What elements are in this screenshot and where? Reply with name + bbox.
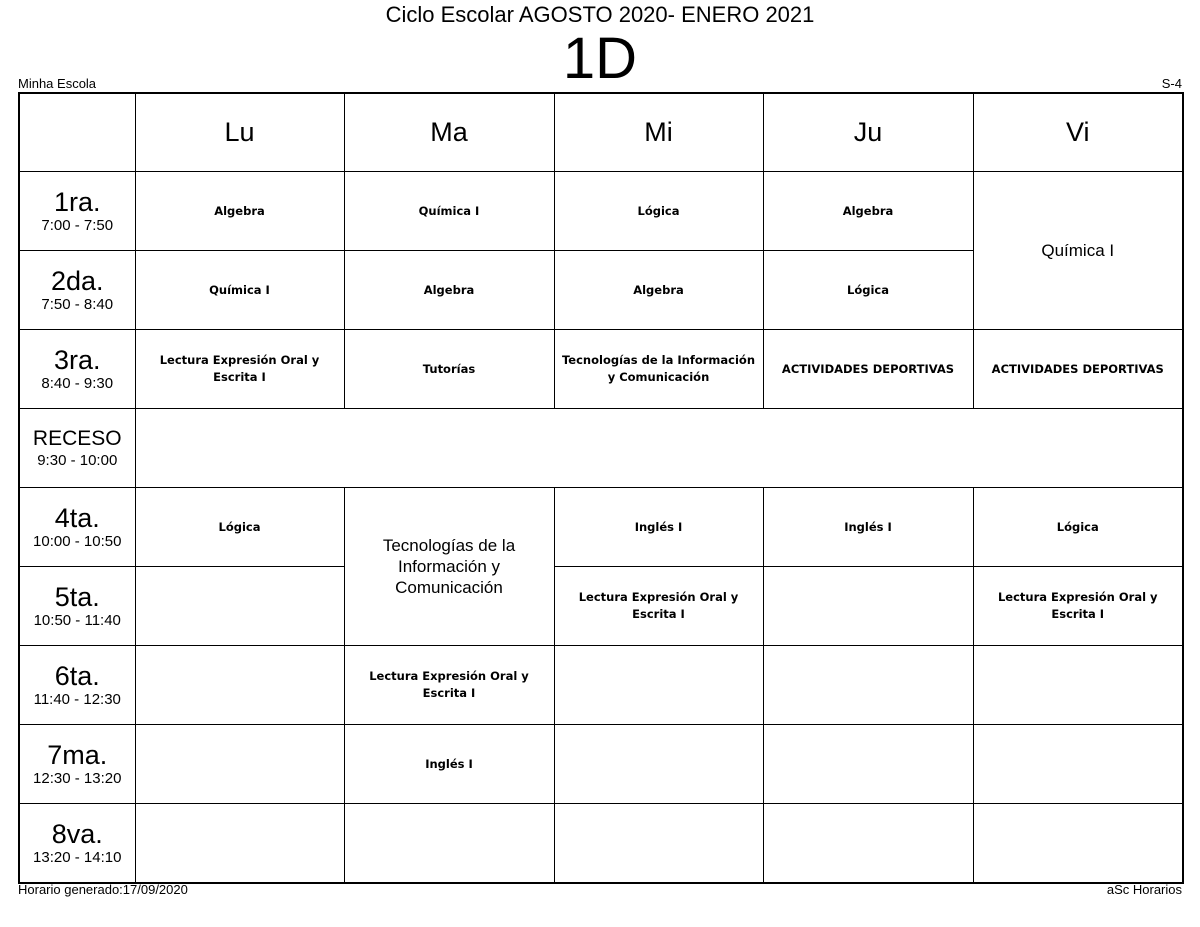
day-label: Vi <box>1065 117 1090 147</box>
subject-label: Lectura Expresión Oral y Escrita I <box>159 353 320 384</box>
subject-label: Lectura Expresión Oral y Escrita I <box>369 669 529 700</box>
subject-label: Tecnologías de la Información y Comunicación <box>382 536 516 597</box>
lesson-cell <box>763 488 973 567</box>
lesson-cell <box>344 646 554 725</box>
period-row-5 <box>19 567 1183 646</box>
subject-label: ACTIVIDADES DEPORTIVAS <box>781 361 955 376</box>
period-row-8 <box>19 804 1183 884</box>
lesson-cell-empty <box>344 804 554 884</box>
subject-label: Inglés I <box>425 756 473 771</box>
lesson-cell <box>554 330 763 409</box>
lesson-cell-empty <box>973 725 1183 804</box>
subject-label: Algebra <box>214 203 265 218</box>
lesson-cell-empty <box>554 646 763 725</box>
lesson-cell-empty <box>135 804 344 884</box>
lesson-cell <box>763 330 973 409</box>
lesson-cell <box>973 567 1183 646</box>
subject-label: Inglés I <box>844 519 892 534</box>
period-name: 4ta. <box>54 503 100 533</box>
period-cell <box>19 567 135 646</box>
subject-label: Lectura Expresión Oral y Escrita I <box>578 590 739 621</box>
recess-row <box>19 409 1183 488</box>
lesson-cell <box>973 330 1183 409</box>
day-label: Mi <box>644 117 673 147</box>
lesson-cell <box>554 488 763 567</box>
period-cell <box>19 725 135 804</box>
lesson-cell <box>344 172 554 251</box>
subject-label: Algebra <box>842 203 894 218</box>
lesson-cell <box>344 251 554 330</box>
lesson-cell <box>135 488 344 567</box>
lesson-cell <box>763 172 973 251</box>
period-name: 2da. <box>50 266 104 296</box>
period-cell <box>19 409 135 488</box>
day-header-ma <box>344 93 554 172</box>
period-name: 5ta. <box>54 582 100 612</box>
day-label: Ju <box>853 117 883 147</box>
period-cell <box>19 488 135 567</box>
day-header-lu <box>135 93 344 172</box>
lesson-cell <box>973 488 1183 567</box>
day-header-ju <box>763 93 973 172</box>
period-row-1 <box>19 172 1183 251</box>
subject-label: Algebra <box>633 282 684 297</box>
lesson-cell <box>554 567 763 646</box>
period-name: 1ra. <box>53 187 101 217</box>
period-name: RECESO <box>32 427 122 450</box>
lesson-cell <box>135 251 344 330</box>
group-title: 1D <box>562 26 638 91</box>
lesson-cell-empty <box>973 804 1183 884</box>
schedule-code: S-4 <box>1161 76 1182 91</box>
lesson-cell-empty <box>763 804 973 884</box>
day-label: Lu <box>224 117 255 147</box>
lesson-cell-double <box>973 172 1183 330</box>
lesson-cell-double <box>344 488 554 646</box>
subject-label: ACTIVIDADES DEPORTIVAS <box>991 361 1164 376</box>
lesson-cell <box>554 251 763 330</box>
cycle-title: Ciclo Escolar AGOSTO 2020- ENERO 2021 <box>385 2 815 27</box>
subject-label: Lógica <box>847 282 889 297</box>
period-time: 9:30 - 10:00 <box>37 452 118 469</box>
subject-label: Química I <box>209 282 270 297</box>
day-header-vi <box>973 93 1183 172</box>
lesson-cell-empty <box>135 646 344 725</box>
period-time: 12:30 - 13:20 <box>33 770 122 787</box>
subject-label: Inglés I <box>634 519 683 534</box>
period-cell <box>19 251 135 330</box>
header-row <box>19 93 1183 172</box>
lesson-cell-empty <box>973 646 1183 725</box>
subject-label: Tecnologías de la Información y Comunicación <box>561 353 756 384</box>
school-name: Minha Escola <box>18 76 97 91</box>
subject-label: Lógica <box>1056 519 1099 534</box>
period-cell <box>19 646 135 725</box>
lesson-cell-empty <box>554 804 763 884</box>
period-name: 8va. <box>51 819 103 849</box>
corner-cell <box>19 93 135 172</box>
period-row-4 <box>19 488 1183 567</box>
period-row-3 <box>19 330 1183 409</box>
lesson-cell <box>344 725 554 804</box>
lesson-cell-empty <box>763 646 973 725</box>
period-time: 10:50 - 11:40 <box>33 612 121 629</box>
lesson-cell <box>135 172 344 251</box>
subject-label: Química I <box>418 203 480 218</box>
period-time: 7:50 - 8:40 <box>41 296 114 313</box>
lesson-cell-empty <box>763 725 973 804</box>
period-time: 11:40 - 12:30 <box>33 691 121 708</box>
period-time: 7:00 - 7:50 <box>41 217 114 234</box>
period-name: 3ra. <box>53 345 101 375</box>
period-time: 8:40 - 9:30 <box>41 375 114 392</box>
subject-label: Química I <box>1041 241 1115 260</box>
lesson-cell-empty <box>135 725 344 804</box>
period-time: 10:00 - 10:50 <box>33 533 122 550</box>
schedule-table <box>18 92 1184 884</box>
period-name: 6ta. <box>54 661 100 691</box>
lesson-cell-empty <box>554 725 763 804</box>
lesson-cell <box>135 330 344 409</box>
period-name: 7ma. <box>47 740 108 770</box>
period-time: 13:20 - 14:10 <box>33 849 122 866</box>
lesson-cell-empty <box>135 567 344 646</box>
recess-cell <box>135 409 1183 488</box>
day-label: Ma <box>430 117 468 147</box>
lesson-cell <box>554 172 763 251</box>
subject-label: Tutorías <box>422 361 476 376</box>
lesson-cell-empty <box>763 567 973 646</box>
subject-label: Lógica <box>218 519 261 534</box>
subject-label: Lectura Expresión Oral y Escrita I <box>997 590 1158 621</box>
subject-label: Algebra <box>423 282 475 297</box>
period-cell <box>19 330 135 409</box>
lesson-cell <box>763 251 973 330</box>
period-cell <box>19 804 135 884</box>
day-header-mi <box>554 93 763 172</box>
lesson-cell <box>344 330 554 409</box>
period-row-7 <box>19 725 1183 804</box>
generated-date: Horario generado:17/09/2020 <box>18 882 188 897</box>
period-row-6 <box>19 646 1183 725</box>
period-cell <box>19 172 135 251</box>
subject-label: Lógica <box>637 203 680 218</box>
software-credit: aSc Horarios <box>1106 882 1182 897</box>
